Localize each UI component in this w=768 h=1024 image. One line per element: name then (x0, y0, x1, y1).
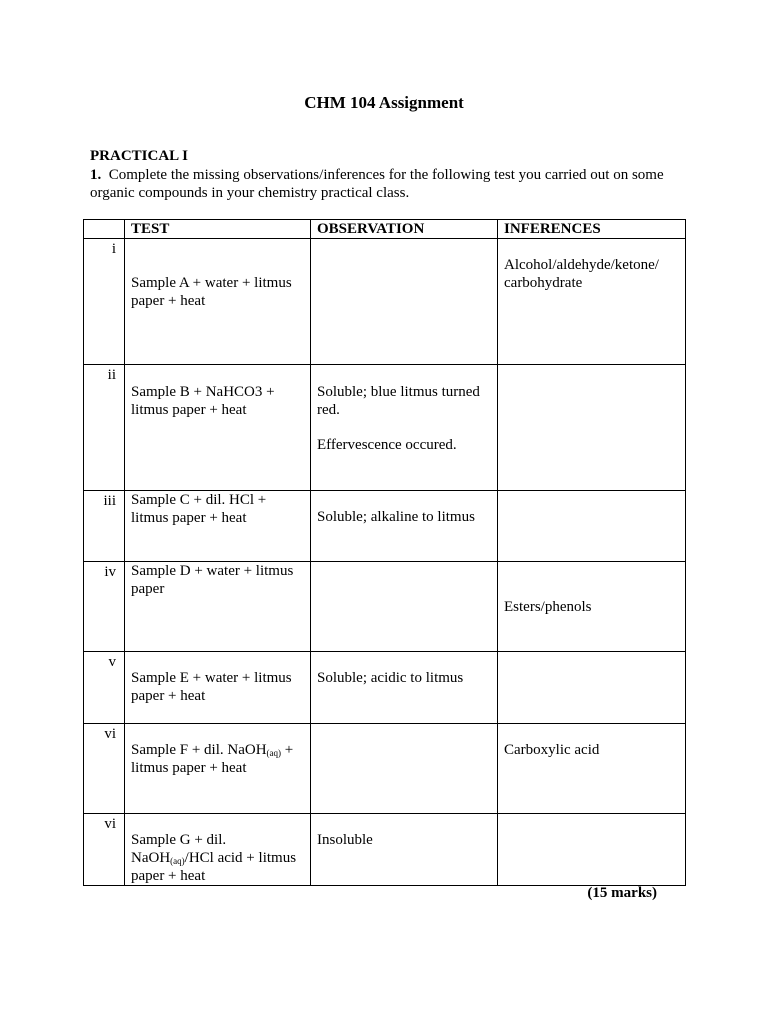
test-cell (125, 724, 311, 814)
observation-cell (311, 365, 498, 491)
header-observation: OBSERVATION (311, 220, 498, 239)
inference-cell (498, 724, 686, 814)
table-row (84, 724, 686, 814)
row-number: i (84, 239, 125, 365)
inference-text: Carboxylic acid (504, 742, 600, 758)
test-text: Sample D + water + litmus paper (131, 563, 294, 597)
observation-text: Soluble; acidic to litmus (317, 670, 464, 686)
row-number: iii (84, 491, 125, 562)
test-text: Sample B + NaHCO3 + litmus paper + heat (131, 384, 275, 418)
inference-cell (498, 491, 686, 562)
marks-label: (15 marks) (587, 885, 657, 901)
observation-cell (311, 491, 498, 562)
test-text-rest: /HCl acid + litmus paper + heat (131, 850, 297, 884)
section-heading: PRACTICAL I (90, 148, 188, 164)
row-number: iv (84, 562, 125, 652)
test-text-rest: + litmus paper + heat (131, 742, 294, 776)
tests-table (83, 219, 686, 886)
row-number: vi (84, 724, 125, 814)
observation-cell (311, 724, 498, 814)
observation-cell (311, 814, 498, 886)
inference-cell (498, 814, 686, 886)
test-text-main: Sample G + dil. NaOH (131, 832, 227, 866)
test-text-main: Sample F + dil. NaOH (131, 742, 267, 758)
header-test: TEST (125, 220, 311, 239)
observation-cell (311, 239, 498, 365)
observation-cell (311, 562, 498, 652)
table-row (84, 491, 686, 562)
table-header-row (84, 220, 686, 239)
test-cell (125, 239, 311, 365)
observation-cell (311, 652, 498, 724)
subscript-aq: (aq) (266, 748, 282, 758)
inference-cell (498, 562, 686, 652)
test-cell (125, 491, 311, 562)
row-number: v (84, 652, 125, 724)
test-text (131, 741, 304, 777)
test-text: Sample E + water + litmus paper + heat (131, 670, 292, 704)
test-text: Sample C + dil. HCl + litmus paper + heat (131, 492, 267, 526)
table-row (84, 814, 686, 886)
inference-text: Esters/phenols (504, 599, 592, 615)
observation-text-2: Effervescence occured. (317, 437, 457, 453)
inference-cell (498, 652, 686, 724)
observation-text: Soluble; blue litmus turned red. (317, 384, 480, 418)
row-number: vi (84, 814, 125, 886)
header-number (84, 220, 125, 239)
header-inferences: INFERENCES (498, 220, 686, 239)
test-cell (125, 652, 311, 724)
document-title: CHM 104 Assignment (304, 93, 464, 112)
test-cell (125, 365, 311, 491)
observation-text: Insoluble (317, 832, 373, 848)
test-cell (125, 562, 311, 652)
table-row (84, 239, 686, 365)
test-text (131, 831, 304, 885)
question-number: 1. (90, 167, 102, 183)
row-number: ii (84, 365, 125, 491)
table-row (84, 365, 686, 491)
table-row (84, 652, 686, 724)
inference-cell (498, 365, 686, 491)
inference-text: Alcohol/aldehyde/ketone/ carbohydrate (504, 257, 659, 291)
inference-cell (498, 239, 686, 365)
question-body: Complete the missing observations/inferences for the following test you carried out on some organic compounds in your chemistry practical class. (90, 167, 664, 201)
question-text (90, 166, 680, 202)
table-row (84, 562, 686, 652)
test-cell (125, 814, 311, 886)
subscript-aq: (aq) (170, 856, 185, 866)
test-text: Sample A + water + litmus paper + heat (131, 275, 292, 309)
observation-text: Soluble; alkaline to litmus (317, 509, 475, 525)
